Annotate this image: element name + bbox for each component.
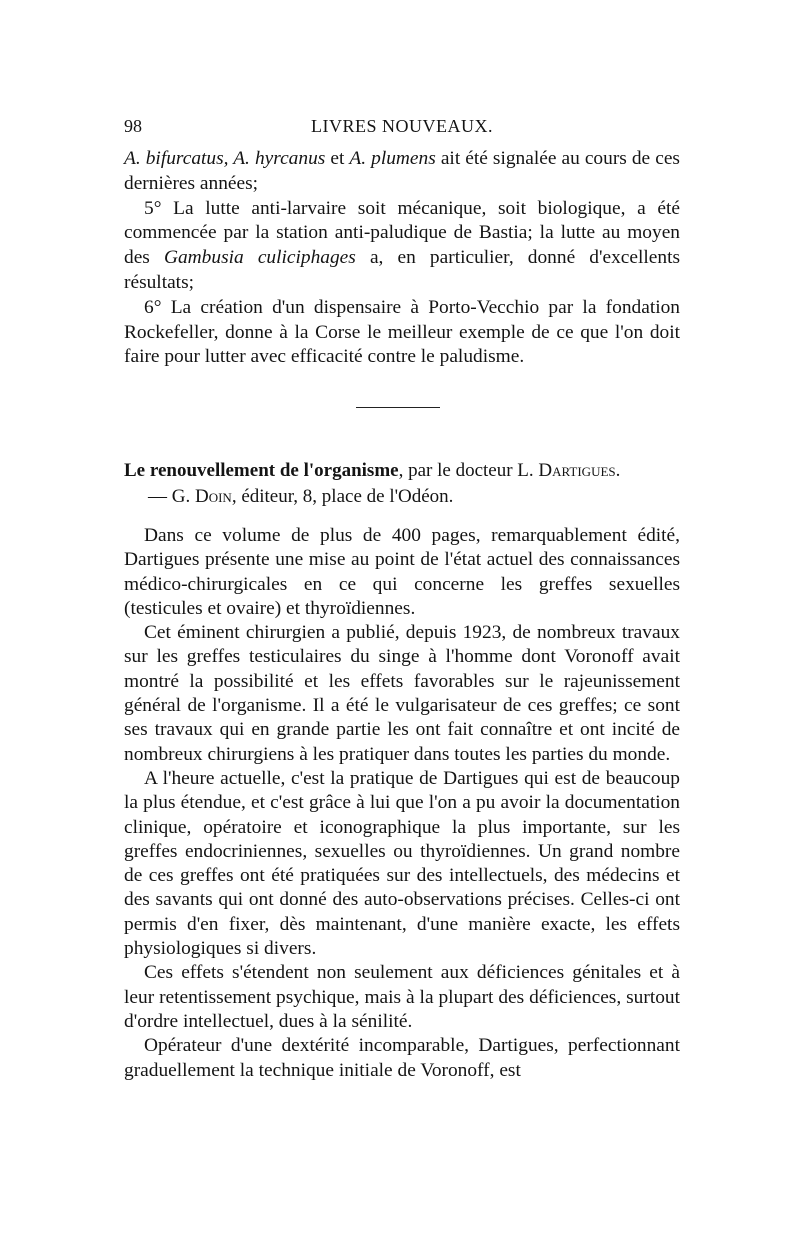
page-number: 98	[124, 116, 142, 136]
p5-text-b: a, en particulier, donné d'excellents résultats;	[124, 247, 680, 293]
paragraph-6: 6° La création d'un dispensaire à Porto-Vecchio par la fondation Rockefeller, donne à la Corse le meilleur exemple de ce que l'on doit faire pour lutter avec efficacité contre le paludisme.	[124, 296, 680, 368]
section-divider	[356, 407, 440, 408]
author-name: Dartigues.	[538, 460, 621, 481]
review-paragraph-5: Opérateur d'une dextérité incomparable, Dartigues, perfectionnant graduellement la technique initiale de Voronoff, est	[124, 1035, 680, 1081]
species-text: ait été signalée au cours de ces dernières années;	[124, 148, 680, 194]
species-names: A. bifurcatus, A. hyrcanus	[124, 148, 326, 169]
review-paragraph-4: Ces effets s'étendent non seulement aux déficiences génitales et à leur retentissement psychique, mais à la plupart des déficiences, surtout d'ordre intellectuel, dues à la sénilité.	[124, 962, 680, 1032]
conjunction: et	[330, 148, 345, 169]
paragraph-5	[124, 197, 680, 296]
review-paragraph-1: Dans ce volume de plus de 400 pages, remarquablement édité, Dartigues présente une mise au point de l'état actuel des connaissances médico-chirurgicales en ce qui concerne les greffes sexuelles (testicules et ovaire) et thyroïdiennes.	[124, 525, 680, 619]
paragraph-species	[124, 147, 680, 197]
review-title-line	[124, 458, 694, 484]
publisher-prefix: G.	[171, 486, 191, 507]
book-title: Le renouvellement de l'organisme	[124, 460, 399, 481]
review-paragraph-2: Cet éminent chirurgien a publié, depuis 1923, de nombreux travaux sur les greffes testiculaires du singe à l'homme dont Voronoff avait montré la possibilité et les effets favorables sur le rajeunissement général de l'organisme. Il a été le vulgarisateur de ces greffes; ce sont ses travaux qui en grande partie les ont fait connaître et ont incité de nombreux chirurgiens à les pratiquer dans toutes les parties du monde.	[124, 622, 680, 765]
p5-text-a: 5° La lutte anti-larvaire soit mécanique, soit biologique, a été commencée par la station anti-paludique de Bastia; la lutte au moyen des	[124, 197, 680, 269]
publisher-name: Doin	[194, 486, 232, 507]
dash: —	[148, 486, 167, 507]
byline: , par le docteur L.	[398, 460, 534, 481]
species-name-plumens: A. plumens	[349, 148, 436, 169]
publisher-line	[124, 484, 694, 510]
review-body	[124, 524, 680, 1083]
page-header	[124, 116, 680, 140]
book-review-heading	[124, 458, 694, 510]
review-paragraph-3: A l'heure actuelle, c'est la pratique de Dartigues qui est de beaucoup la plus étendue, et c'est grâce à lui que l'on a pu avoir la documentation clinique, opératoire et iconographique la plus importante, sur les greffes endocriniennes, sexuelles ou thyroïdiennes. Un grand nombre de ces greffes ont été pratiquées sur des intellectuels, des médecins et des savants qui ont donné des auto-observations précises. Celles-ci ont permis d'en fixer, dès maintenant, d'une manière exacte, les effets physiologiques si divers.	[124, 767, 680, 960]
p5-gambusia: Gambusia culiciphages	[163, 247, 356, 269]
section-paludisme	[124, 147, 680, 370]
publisher-address: , éditeur, 8, place de l'Odéon.	[231, 486, 454, 507]
running-title: LIVRES NOUVEAUX.	[311, 116, 493, 136]
